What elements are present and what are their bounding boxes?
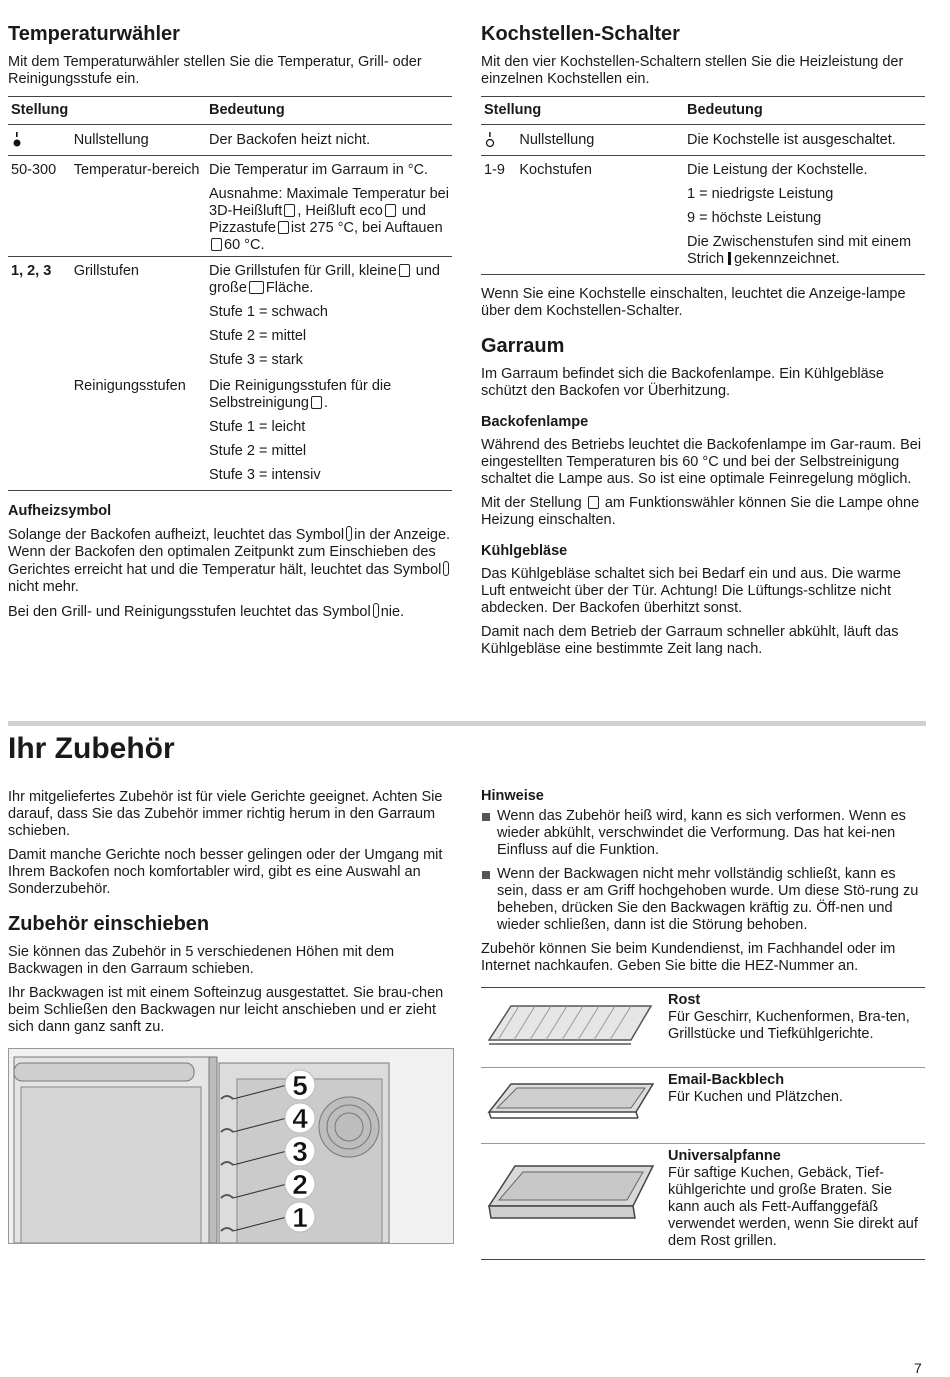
einschieben-heading: Zubehör einschieben [8, 913, 210, 935]
kochstellen-table [481, 96, 925, 275]
hinweise-heading: Hinweise [481, 788, 544, 804]
small-grill-icon [399, 264, 410, 277]
accessory-table [481, 987, 925, 1260]
stufe-2: Stufe 2 = mittel [209, 328, 307, 344]
bar-mark-icon [728, 252, 731, 265]
stufe-3: Stufe 3 = stark [209, 352, 303, 368]
stufe-3: Stufe 3 = intensiv [209, 467, 321, 483]
meaning-min: 1 = niedrigste Leistung [687, 186, 834, 202]
lamp-text-2: am Funktionswähler können Sie die Lampe ohne Heizung einschalten. [481, 495, 920, 528]
hot-air-eco-icon [385, 204, 396, 217]
row-meaning [206, 156, 452, 257]
einschieben-para-2: Ihr Backwagen ist mit einem Softeinzug ausgestattet. Sie brau-chen beim Schließen den Backwagen nur leicht anschieben und er zieht sich dann ganz sanft zu. [8, 985, 444, 1035]
stufe-1: Stufe 1 = leicht [209, 419, 306, 435]
meaning-exception [209, 186, 449, 254]
row-meaning: Die Kochstelle ist ausgeschaltet. [687, 132, 896, 148]
thermometer-icon [346, 526, 352, 541]
meaning-intermediate [687, 234, 922, 268]
exception-text-2: , Heißluft eco [297, 203, 383, 219]
col-bedeutung: Bedeutung [684, 97, 925, 125]
level-number: 1 [292, 1202, 308, 1233]
table-row [481, 125, 925, 156]
temperaturwaehler-table [8, 96, 452, 491]
table-row [8, 125, 452, 156]
accessory-desc: Für Geschirr, Kuchenformen, Bra-ten, Grillstücke und Tiefkühlgerichte. [668, 1009, 910, 1042]
accessory-row-universalpfanne [481, 1144, 925, 1260]
kochstellen-intro: Mit den vier Kochstellen-Schaltern stellen Sie die Heizleistung der einzelnen Kochstellen ein. [481, 54, 904, 87]
row-meaning: Der Backofen heizt nicht. [209, 132, 371, 148]
einschieben-para-1: Sie können das Zubehör in 5 verschiedenen Höhen mit dem Backwagen in den Garraum schieben. [8, 944, 395, 977]
thermometer-icon [443, 561, 449, 576]
clean-text-2: . [323, 395, 329, 411]
oven-drawing [9, 1049, 453, 1243]
accessory-row-backblech [481, 1068, 925, 1144]
exception-text-3: und Pizzastufe [209, 203, 426, 236]
large-grill-icon [249, 281, 264, 294]
lamp-icon [588, 496, 599, 509]
backofenlampe-para-1: Während des Betriebs leuchtet die Backofenlampe im Gar-raum. Bei eingestellten Temperaturen bis 60 °C und bei der Selbstreinigung schaltet die Lampe aus. So ist eine optimale Feinregelung möglich. [481, 437, 922, 487]
row-position: 1-9 [481, 156, 516, 275]
wire-rack-icon [481, 988, 661, 1062]
nachkaufen-para: Zubehör können Sie beim Kundendienst, im Fachhandel oder im Internet nachkaufen. Geben Sie bitte die HEZ-Nummer an. [481, 941, 896, 974]
stufe-2: Stufe 2 = mittel [209, 443, 307, 459]
aufheiz-text-4: Bei den Grill- und Reinigungsstufen leuchtet das Symbol [8, 604, 371, 620]
zubehoer-para-2: Damit manche Gerichte noch besser gelingen oder der Umgang mit Ihrem Backofen noch komfortabler wird, gibt es eine Auswahl an Sonderzubehör. [8, 847, 443, 897]
lamp-text-1: Mit der Stellung [481, 495, 582, 511]
left-column [8, 22, 452, 628]
meaning-max: 9 = höchste Leistung [687, 210, 822, 226]
accessory-row-rost [481, 988, 925, 1068]
row-meaning [684, 156, 925, 275]
temperaturwaehler-intro: Mit dem Temperaturwähler stellen Sie die Temperatur, Grill- oder Reinigungsstufe ein. [8, 54, 422, 87]
list-item: Wenn der Backwagen nicht mehr vollständig schließt, kann es sein, dass er am Griff hochgehoben wurde. Um diese Stö-rung zu beheben, drücken Sie den Backwagen kräftig zu. Öff-nen und wieder schließen, dann ist die Störung behoben. [481, 866, 925, 934]
oven-levels-illustration [8, 1048, 454, 1244]
stufe-1: Stufe 1 = schwach [209, 304, 328, 320]
table-row [8, 371, 452, 491]
page-number: 7 [914, 1360, 922, 1376]
row-meaning [206, 257, 452, 372]
col-stellung: Stellung [8, 97, 206, 125]
row-name: Kochstufen [516, 156, 684, 275]
level-number: 4 [292, 1103, 308, 1134]
temperaturwaehler-heading: Temperaturwähler [8, 23, 180, 45]
meaning-text: Die Leistung der Kochstelle. [687, 162, 868, 178]
universal-pan-icon [481, 1144, 661, 1254]
row-name: Nullstellung [73, 132, 149, 148]
baking-tray-icon [481, 1068, 661, 1138]
accessory-desc: Für Kuchen und Plätzchen. [668, 1089, 843, 1105]
accessory-name: Universalpfanne [668, 1148, 781, 1164]
accessory-name: Rost [668, 992, 701, 1008]
thermometer-icon [373, 603, 379, 618]
table-row [8, 257, 452, 372]
zubehoer-left-column [8, 789, 452, 1043]
right-column [481, 22, 925, 665]
row-name: Nullstellung [519, 132, 595, 148]
kochstellen-heading: Kochstellen-Schalter [481, 23, 680, 45]
grill-text-1: Die Grillstufen für Grill, kleine [209, 263, 397, 279]
aufheizsymbol-para-1 [8, 526, 452, 596]
clean-text-1: Die Reinigungsstufen für die Selbstreinigung [209, 378, 392, 411]
row-name: Grillstufen [71, 257, 206, 372]
row-name: Temperatur-bereich [71, 156, 206, 257]
self-clean-icon [311, 396, 322, 409]
aufheizsymbol-para-2 [8, 603, 452, 621]
backofenlampe-para-2 [481, 495, 925, 529]
kuehlgeblaese-para-1: Das Kühlgebläse schaltet sich bei Bedarf ein und aus. Die warme Luft entweicht über der Tür. Achtung! Die Lüftungs-schlitze nicht abdecken. Der Backofen überhitzt sonst. [481, 566, 901, 616]
kuehlgeblaese-heading: Kühlgebläse [481, 543, 568, 559]
zubehoer-right-column [481, 788, 925, 1260]
level-number: 5 [292, 1070, 308, 1101]
row-meaning [206, 371, 452, 491]
garraum-heading: Garraum [481, 335, 565, 357]
kuehlgeblaese-para-2: Damit nach dem Betrieb der Garraum schneller abkühlt, läuft das Kühlgebläse eine bestimmte Zeit lang nach. [481, 624, 899, 657]
exception-text-5: 60 °C. [224, 237, 265, 253]
nullstellung-ring-icon [484, 132, 496, 148]
3d-hot-air-icon [284, 204, 295, 217]
table-row [481, 156, 925, 275]
hinweise-list [481, 808, 925, 934]
intermediate-text-1: Die Zwischenstufen sind mit einem Strich [687, 234, 912, 267]
exception-text-1: Ausnahme: Maximale Temperatur bei 3D-Heißluft [209, 186, 449, 219]
accessory-name: Email-Backblech [668, 1072, 785, 1088]
row-position: 50-300 [8, 156, 71, 257]
nullstellung-dot-icon [11, 132, 23, 148]
grill-text-2: und große [209, 263, 440, 296]
meaning-text: Die Temperatur im Garraum in °C. [209, 162, 429, 178]
backofenlampe-heading: Backofenlampe [481, 414, 589, 430]
zubehoer-heading: Ihr Zubehör [8, 732, 175, 765]
kochstellen-after: Wenn Sie eine Kochstelle einschalten, leuchtet die Anzeige-lampe über dem Kochstellen-Schalter. [481, 286, 906, 319]
level-number: 3 [292, 1136, 308, 1167]
grill-text-3: Fläche. [265, 280, 314, 296]
row-name: Reinigungsstufen [71, 371, 206, 491]
pizza-icon [278, 221, 289, 234]
col-stellung: Stellung [481, 97, 684, 125]
aufheiz-text-3: nicht mehr. [8, 579, 79, 595]
aufheiz-text-5: nie. [380, 604, 405, 620]
col-bedeutung: Bedeutung [206, 97, 452, 125]
garraum-intro: Im Garraum befindet sich die Backofenlampe. Ein Kühlgebläse schützt den Backofen vor Überhitzung. [481, 366, 884, 399]
aufheizsymbol-heading: Aufheizsymbol [8, 503, 112, 519]
accessory-desc: Für saftige Kuchen, Gebäck, Tief-kühlgerichte und große Braten. Sie kann auch als Fett-Auffanggefäß verwendet werden, wenn Sie direkt auf dem Rost grillen. [668, 1165, 918, 1249]
section-divider [8, 721, 926, 726]
defrost-icon [211, 238, 222, 251]
intermediate-text-2: gekennzeichnet. [734, 251, 840, 267]
row-position: 1, 2, 3 [8, 257, 71, 372]
zubehoer-para-1: Ihr mitgeliefertes Zubehör ist für viele Gerichte geeignet. Achten Sie darauf, dass Sie das Zubehör immer richtig herum in den Garraum schieben. [8, 789, 443, 839]
aufheiz-text-2: in der Anzeige. Wenn der Backofen den optimalen Zeitpunkt zum Einschieben des Gerichtes erreicht hat und die Temperatur hält, leuchtet das Symbol [8, 527, 451, 578]
exception-text-4: ist 275 °C, bei Auftauen [290, 220, 443, 236]
list-item: Wenn das Zubehör heiß wird, kann es sich verformen. Wenn es wieder abkühlt, verschwindet die Verformung. Das hat kei-nen Einfluss auf die Funktion. [481, 808, 925, 859]
level-number: 2 [292, 1169, 308, 1200]
aufheiz-text-1: Solange der Backofen aufheizt, leuchtet das Symbol [8, 527, 345, 543]
table-row [8, 156, 452, 257]
